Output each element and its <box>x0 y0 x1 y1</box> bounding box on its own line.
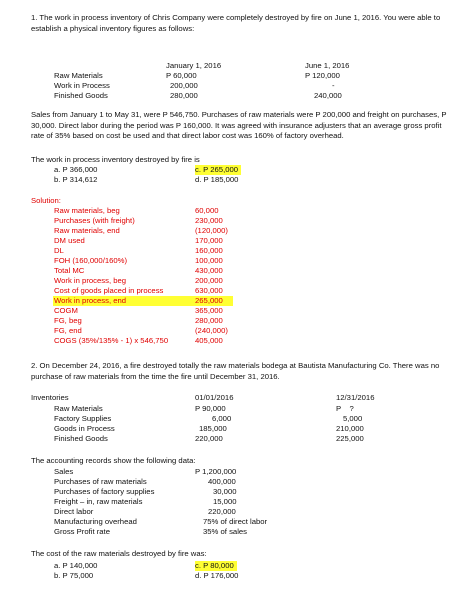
q1-sales-paragraph <box>31 110 449 142</box>
solution-label: Raw materials, beg <box>54 206 120 215</box>
solution-value: 100,000 <box>195 256 223 265</box>
solution-value: 265,000 <box>195 296 223 305</box>
q1-row-jun: P 120,000 <box>305 71 340 80</box>
q2-record-value: 35% of sales <box>203 527 248 536</box>
q2-intro-line-1: 2. On December 24, 2016, a fire destroyed totally the raw materials bodega at Bautista Manufacturing Co. There was no <box>31 361 440 370</box>
q2-row-v2: 210,000 <box>336 424 364 433</box>
solution-value: 630,000 <box>195 286 223 295</box>
q1-col-jun: June 1, 2016 <box>305 61 350 70</box>
q2-records-intro: The accounting records show the following data: <box>31 456 196 465</box>
q1-row-jan: 200,000 <box>170 81 198 90</box>
solution-value: 230,000 <box>195 216 223 225</box>
q2-row-v2: 225,000 <box>336 434 364 443</box>
q2-choice-c: c. P 80,000 <box>195 561 237 571</box>
solution-label: Total MC <box>54 266 85 275</box>
q2-record-label: Manufacturing overhead <box>54 517 137 526</box>
solution-label: Cost of goods placed in process <box>54 286 164 295</box>
q2-record-value: 400,000 <box>208 477 236 486</box>
q2-record-value: 15,000 <box>213 497 237 506</box>
solution-label: COGS (35%/135% - 1) x 546,750 <box>54 336 169 345</box>
q2-record-label: Direct labor <box>54 507 94 516</box>
q2-choice-b: b. P 75,000 <box>54 571 94 580</box>
q2-record-value: 30,000 <box>213 487 237 496</box>
q1-row-jun: - <box>332 81 335 90</box>
q2-choice-d: d. P 176,000 <box>195 571 239 580</box>
solution-value: 200,000 <box>195 276 223 285</box>
q2-row-v2: P ? <box>336 404 354 413</box>
q2-record-value: 220,000 <box>208 507 236 516</box>
q1-sales-line-2: 30,000. Direct labor during the period was P 160,000. It was agreed with insurance adjusters that an average gross profit <box>31 120 442 130</box>
solution-label: FG, end <box>54 326 82 335</box>
solution-value: 170,000 <box>195 236 223 245</box>
q2-row-v1: 6,000 <box>212 414 232 423</box>
solution-label: Purchases (with freight) <box>54 216 135 225</box>
solution-title: Solution: <box>31 196 61 205</box>
q2-record-value: P 1,200,000 <box>195 467 237 476</box>
q2-row-v1: 185,000 <box>199 424 227 433</box>
solution-value: 365,000 <box>195 306 223 315</box>
solution-label: Raw materials, end <box>54 226 120 235</box>
q2-record-label: Purchases of raw materials <box>54 477 147 486</box>
q2-record-label: Sales <box>54 467 74 476</box>
solution-value: 430,000 <box>195 266 223 275</box>
q2-intro-line-2: purchase of raw materials from the time the fire until December 31, 2016. <box>31 371 280 381</box>
solution-value: (240,000) <box>195 326 228 335</box>
q2-inventories-header: Inventories <box>31 393 69 402</box>
q2-record-label: Purchases of factory supplies <box>54 487 155 496</box>
solution-value: 160,000 <box>195 246 223 255</box>
q1-choice-a: a. P 366,000 <box>54 165 98 174</box>
q1-intro-line-2: establish a physical inventory figures as follows: <box>31 23 195 33</box>
q2-intro <box>31 361 449 382</box>
solution-label: Work in process, beg <box>54 276 127 285</box>
solution-label: Work in process, end <box>54 296 127 305</box>
q1-row-label: Finished Goods <box>54 91 108 100</box>
q1-row-label: Raw Materials <box>54 71 103 80</box>
q2-record-label: Gross Profit rate <box>54 527 110 536</box>
q2-row-v1: P 90,000 <box>195 404 226 413</box>
q2-question: The cost of the raw materials destroyed by fire was: <box>31 549 207 558</box>
q1-intro-line-1: 1. The work in process inventory of Chris Company were completely destroyed by fire on June 1, 2016. You were able to <box>31 13 441 22</box>
q1-row-jun: 240,000 <box>314 91 342 100</box>
q2-row-label: Goods in Process <box>54 424 115 433</box>
solution-value: 280,000 <box>195 316 223 325</box>
solution-label: FOH (160,000/160%) <box>54 256 128 265</box>
q1-question: The work in process inventory destroyed by fire is <box>31 155 200 164</box>
q2-record-value: 75% of direct labor <box>203 517 268 526</box>
solution-value: 60,000 <box>195 206 219 215</box>
solution-label: DL <box>54 246 64 255</box>
solution-value: (120,000) <box>195 226 228 235</box>
q1-choice-d: d. P 185,000 <box>195 175 239 184</box>
q1-row-jan: 280,000 <box>170 91 198 100</box>
q1-sales-line-1: Sales from January 1 to May 31, were P 546,750. Purchases of raw materials were P 200,000 and freight on purchases, P <box>31 110 447 119</box>
q2-row-label: Finished Goods <box>54 434 108 443</box>
q2-col-0101: 01/01/2016 <box>195 393 234 402</box>
q1-choice-c: c. P 265,000 <box>195 165 241 175</box>
solution-label: FG, beg <box>54 316 82 325</box>
q2-choice-a: a. P 140,000 <box>54 561 98 570</box>
q1-sales-line-3: rate of 35% based on cost be used and that direct labor cost was 160% of factory overhead. <box>31 131 344 141</box>
q1-choice-b: b. P 314,612 <box>54 175 98 184</box>
q1-row-jan: P 60,000 <box>166 71 197 80</box>
q1-row-label: Work in Process <box>54 81 110 90</box>
solution-label: COGM <box>54 306 78 315</box>
q2-col-1231: 12/31/2016 <box>336 393 375 402</box>
q1-intro <box>31 13 449 34</box>
q2-row-v1: 220,000 <box>195 434 223 443</box>
q2-row-label: Raw Materials <box>54 404 103 413</box>
q2-row-v2: 5,000 <box>343 414 363 423</box>
q1-col-jan: January 1, 2016 <box>166 61 222 70</box>
solution-label: DM used <box>54 236 85 245</box>
q2-record-label: Freight – in, raw materials <box>54 497 143 506</box>
solution-value: 405,000 <box>195 336 223 345</box>
q2-row-label: Factory Supplies <box>54 414 112 423</box>
